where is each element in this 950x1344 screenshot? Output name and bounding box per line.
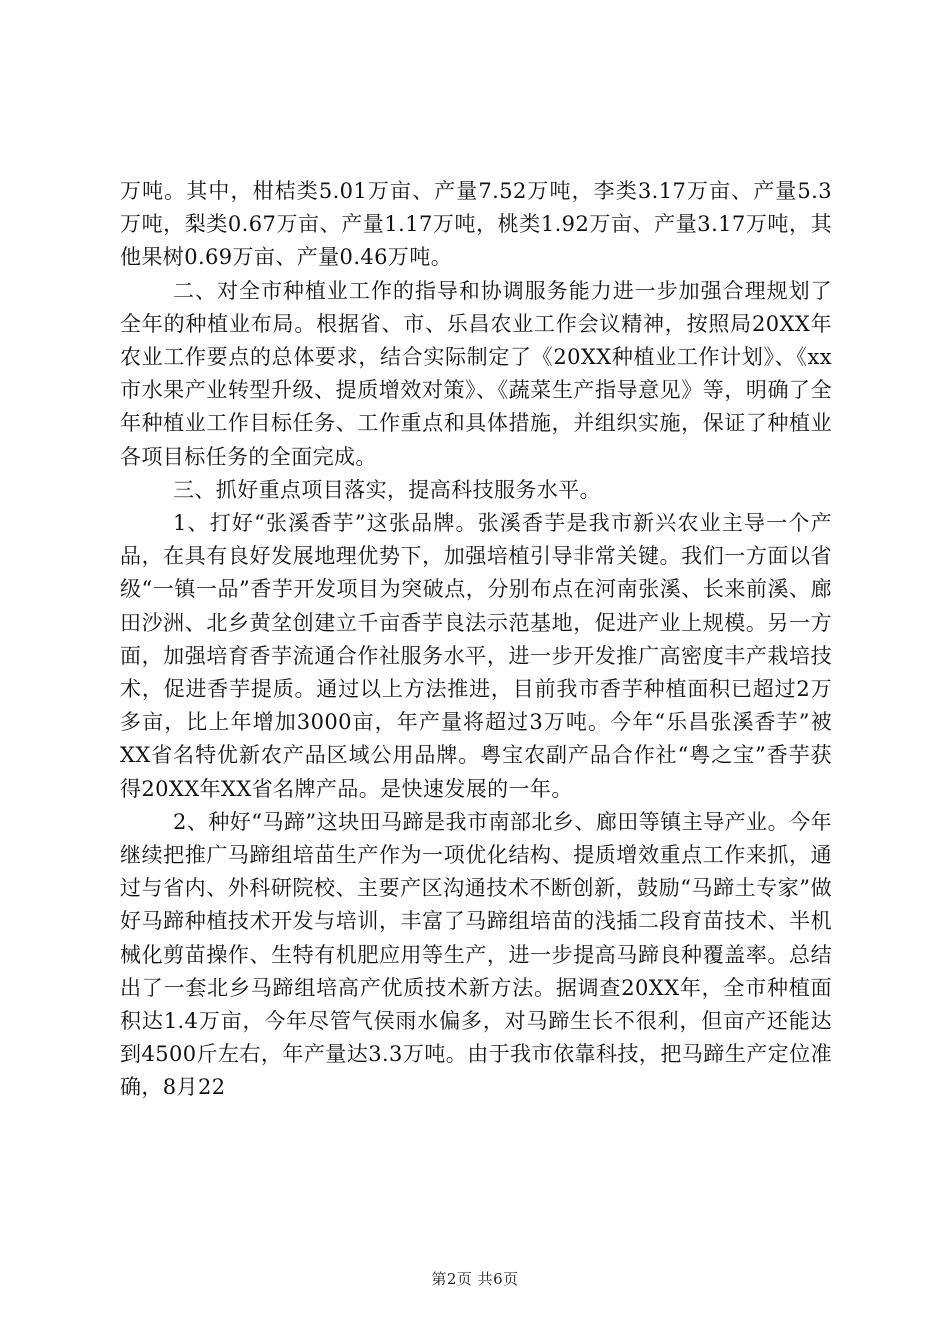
paragraph-taro-brand: 1、打好“张溪香芋”这张品牌。张溪香芋是我市新兴农业主导一个产品，在具有良好发展地理优势下，加强培植引导非常关键。我们一方面以省级“一镇一品”香芋开发项目为突破点，分别布点在河南张溪、长来前溪、廊田沙洲、北乡黄坌创建立千亩香芋良法示范基地，促进产业上规模。另一方面，加强培育香芋流通合作社服务水平，进一步开发推广高密度丰产栽培技术，促进香芋提质。通过以上方法推进，目前我市香芋种植面积已超过2万多亩，比上年增加3000亩，年产量将超过3万吨。今年“乐昌张溪香芋”被XX省名特优新农产品区域公用品牌。粤宝农副产品合作社“粤之宝”香芋获得20XX年XX省名牌产品。是快速发展的一年。 xyxy=(120,511,832,801)
paragraph-fruit-output: 万吨。其中，柑桔类5.01万亩、产量7.52万吨，李类3.17万亩、产量5.3万吨，梨类0.67万亩、产量1.17万吨，桃类1.92万亩、产量3.17万吨，其他果树0.69万亩、产量0.46万吨。 xyxy=(120,179,832,270)
paragraph-section-three-heading: 三、抓好重点项目落实，提高科技服务水平。 xyxy=(173,477,601,502)
paragraph-water-chestnut: 2、种好“马蹄”这块田马蹄是我市南部北乡、廊田等镇主导产业。今年继续把推广马蹄组培苗生产作为一项优化结构、提质增效重点工作来抓，通过与省内、外科研院校、主要产区沟通技术不断创新，鼓励“马蹄土专家”做好马蹄种植技术开发与培训，丰富了马蹄组培苗的浅插二段育苗技术、半机械化剪苗操作、生特有机肥应用等生产，进一步提高马蹄良种覆盖率。总结出了一套北乡马蹄组培高产优质技术新方法。据调查20XX年，全市种植面积达1.4万亩，今年尽管气侯雨水偏多，对马蹄生长不很利，但亩产还能达到4500斤左右，年产量达3.3万吨。由于我市依靠科技，把马蹄生产定位准确，8月22 xyxy=(120,809,832,1100)
paragraph-section-two: 二、对全市种植业工作的指导和协调服务能力进一步加强合理规划了全年的种植业布局。根据省、市、乐昌农业工作会议精神，按照局20XX年农业工作要点的总体要求，结合实际制定了《20XX种植业工作计划》、《xx市水果产业转型升级、提质增效对策》、《蔬菜生产指导意见》等，明确了全年种植业工作目标任务、工作重点和具体措施，并组织实施，保证了种植业各项目标任务的全面完成。 xyxy=(120,278,832,469)
document-body xyxy=(120,175,832,1105)
page-number-footer: 第2页 共6页 xyxy=(431,1270,519,1288)
